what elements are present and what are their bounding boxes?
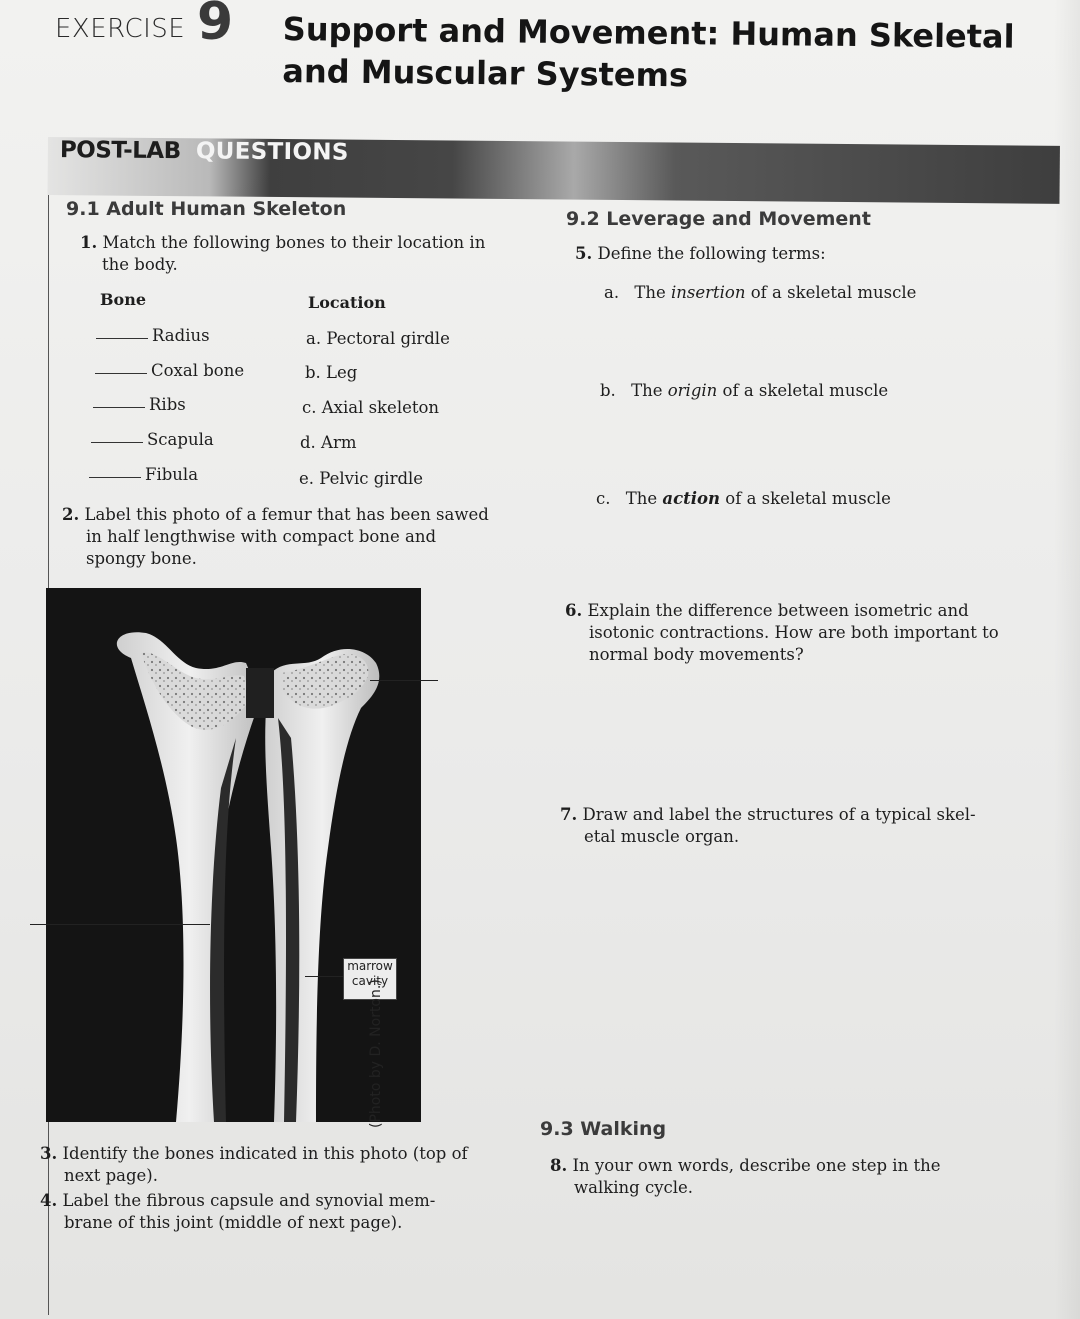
bone-name-4: Scapula [147,430,214,449]
question-4-text-2: brane of this joint (middle of next page). [64,1213,403,1232]
question-1-number: 1. [80,233,98,252]
post-lab-banner [47,137,1059,204]
question-6-text-1: Explain the difference between isometric and [587,601,969,620]
term-a-word: insertion [671,283,746,302]
column-bone-header: Bone [100,290,147,309]
marrow-label-line-2: cavity [351,974,389,988]
banner-post-lab: POST-LAB [59,137,181,165]
term-b-post: of a skeletal muscle [717,381,889,400]
question-2 [62,504,532,570]
question-4 [40,1190,510,1234]
answer-blank-2[interactable] [95,373,147,374]
question-6-text-2: isotonic contractions. How are both important to [589,623,999,642]
question-6-number: 6. [565,601,583,620]
bone-row-2 [95,360,244,382]
term-b [600,380,888,402]
term-a-letter: a. [604,283,620,302]
question-1-text-2: the body. [102,255,178,274]
term-b-word: origin [667,381,718,400]
question-3 [40,1143,510,1187]
bone-name-3: Ribs [149,395,186,414]
label-line-left [30,924,210,925]
term-c-word: action [662,489,721,508]
femur-illustration [46,588,421,1122]
term-c-pre: The [625,489,663,508]
question-5-number: 5. [575,244,593,263]
question-2-text-2: in half lengthwise with compact bone and [86,527,437,546]
question-1 [80,232,520,276]
exercise-label: EXERCISE [55,14,186,44]
question-7-text-1: Draw and label the structures of a typical skel- [582,805,976,824]
bone-row-1 [96,325,210,347]
term-a-pre: The [634,283,671,302]
question-2-text-1: Label this photo of a femur that has been sawed [84,505,489,524]
question-8-number: 8. [550,1156,568,1175]
bone-row-3 [93,394,186,416]
question-5 [575,243,826,265]
exercise-number: 9 [197,0,234,52]
question-2-text-3: spongy bone. [86,549,197,568]
question-6 [565,600,1055,666]
label-line-top [370,680,438,681]
question-4-text-1: Label the fibrous capsule and synovial mem- [62,1191,436,1210]
question-3-text-2: next page). [64,1166,158,1185]
question-5-text: Define the following terms: [597,244,826,263]
section-9-3-heading: 9.3 Walking [540,1118,667,1140]
location-c: c. Axial skeleton [302,398,440,417]
bone-name-5: Fibula [145,465,199,484]
term-b-letter: b. [600,381,616,400]
location-e: e. Pelvic girdle [299,469,424,488]
answer-blank-3[interactable] [93,407,145,408]
question-7-number: 7. [560,805,578,824]
page-title [282,8,1015,100]
photo-credit: (Photo by D. Norton.) [368,979,384,1128]
femur-gap [246,668,274,718]
title-line-2: and Muscular Systems [282,51,689,95]
column-location-header: Location [308,293,386,312]
question-2-number: 2. [62,505,80,524]
question-1-text-1: Match the following bones to their location in [102,233,486,252]
location-a: a. Pectoral girdle [306,329,450,348]
question-8-text-2: walking cycle. [574,1178,694,1197]
answer-blank-1[interactable] [96,338,148,339]
marrow-label-line-1: marrow [347,959,393,973]
location-d: d. Arm [300,433,357,452]
bone-row-5 [89,464,198,486]
banner-questions: QUESTIONS [195,138,349,166]
section-9-2-heading: 9.2 Leverage and Movement [566,208,871,230]
label-line-marrow [305,976,345,977]
term-c-letter: c. [596,489,611,508]
question-8-text-1: In your own words, describe one step in the [572,1156,941,1175]
femur-photo [46,588,421,1122]
term-a [604,282,916,304]
term-c-post: of a skeletal muscle [720,489,891,508]
question-7-text-2: etal muscle organ. [584,827,740,846]
bone-row-4 [91,429,214,451]
answer-blank-4[interactable] [91,442,143,443]
question-3-number: 3. [40,1144,58,1163]
question-7 [560,804,1040,848]
femur-right-half [265,649,379,1122]
question-4-number: 4. [40,1191,58,1210]
term-c [596,488,891,510]
bone-name-2: Coxal bone [151,361,245,380]
question-6-text-3: normal body movements? [589,645,804,664]
question-3-text-1: Identify the bones indicated in this photo (top of [62,1144,468,1163]
bone-name-1: Radius [152,326,210,345]
question-8 [550,1155,1000,1199]
term-a-post: of a skeletal muscle [745,283,917,302]
answer-blank-5[interactable] [89,477,141,478]
location-b: b. Leg [305,363,358,382]
section-9-1-heading: 9.1 Adult Human Skeleton [66,198,347,220]
term-b-pre: The [631,381,668,400]
title-line-1: Support and Movement: Human Skeletal [282,9,1015,56]
